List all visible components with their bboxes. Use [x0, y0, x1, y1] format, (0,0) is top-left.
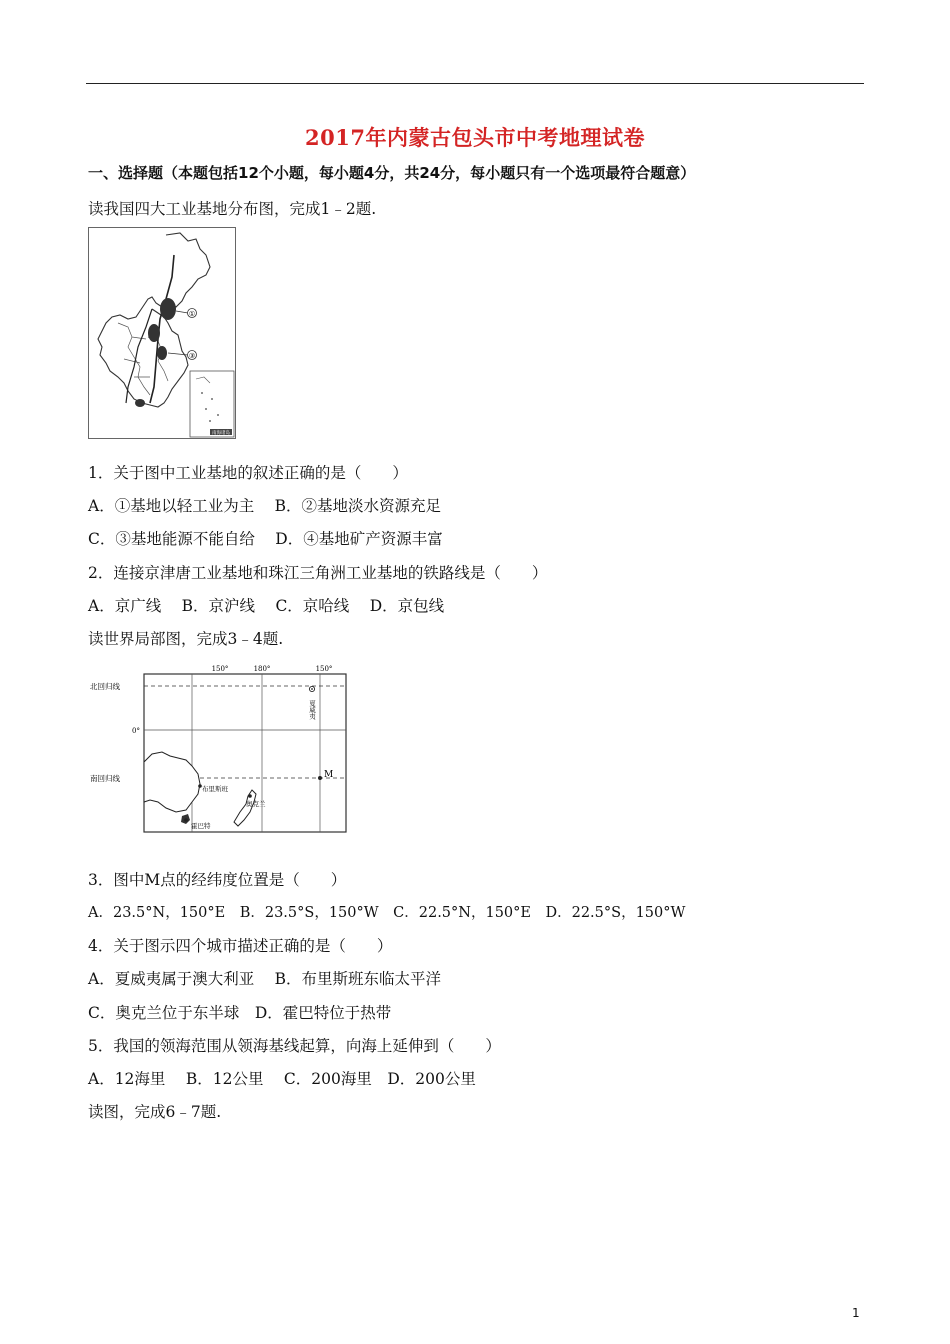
equator-label: 0°	[132, 727, 140, 735]
question-1: 1．关于图中工业基地的叙述正确的是（ ）	[88, 464, 408, 482]
question-3-options: A．23.5°N，150°E B．23.5°S，150°W C．22.5°N，150°E D．22.5°S，150°W	[88, 905, 686, 921]
question-intro-6: 读图，完成6﹣7题.	[88, 1103, 222, 1121]
question-5: 5．我国的领海范围从领海基线起算，向海上延伸到（ ）	[88, 1037, 501, 1055]
inset-label: 南海诸岛	[212, 431, 230, 436]
question-5-options: A．12海里 B．12公里 C．200海里 D．200公里	[88, 1070, 476, 1088]
top-rule	[86, 83, 864, 84]
page-number: 1	[852, 1306, 860, 1320]
pacific-region-map	[88, 662, 350, 836]
question-intro-1: 读我国四大工业基地分布图，完成1﹣2题.	[88, 200, 377, 218]
tropic-of-cancer-label: 北回归线	[90, 682, 120, 691]
lon-label-150-left: 150°	[211, 665, 229, 673]
hawaii-label: 夏威夷	[308, 700, 316, 720]
question-intro-3: 读世界局部图，完成3﹣4题.	[88, 630, 284, 648]
tropic-of-capricorn-label: 南回归线	[90, 774, 120, 783]
question-2-options: A．京广线 B．京沪线 C．京哈线 D．京包线	[88, 597, 445, 615]
question-4-options-cd: C．奥克兰位于东半球 D．霍巴特位于热带	[88, 1004, 392, 1022]
question-4: 4．关于图示四个城市描述正确的是（ ）	[88, 937, 393, 955]
lon-label-180: 180°	[253, 665, 271, 673]
question-4-options-ab: A．夏威夷属于澳大利亚 B．布里斯班东临太平洋	[88, 970, 442, 988]
hobart-label: 霍巴特	[191, 822, 211, 830]
map1-label-3: ③	[188, 352, 196, 360]
question-3: 3．图中M点的经纬度位置是（ ）	[88, 871, 347, 889]
question-1-options-ab: A．①基地以轻工业为主 B．②基地淡水资源充足	[88, 497, 442, 515]
question-1-options-cd: C．③基地能源不能自给 D．④基地矿产资源丰富	[88, 530, 443, 548]
question-2: 2．连接京津唐工业基地和珠江三角洲工业基地的铁路线是（ ）	[88, 564, 548, 582]
auckland-label: 奥克兰	[246, 800, 266, 808]
brisbane-label: 布里斯班	[202, 785, 228, 793]
page-title: 2017年内蒙古包头市中考地理试卷	[305, 125, 645, 150]
south-china-sea-inset	[190, 371, 234, 437]
section-heading: 一、选择题（本题包括12个小题，每小题4分，共24分，每小题只有一个选项最符合题意）	[88, 164, 696, 182]
map1-label-1: ①	[188, 310, 196, 318]
point-m-label: M	[324, 770, 334, 780]
lon-label-150-right: 150°	[315, 665, 333, 673]
china-industrial-map	[88, 227, 236, 439]
